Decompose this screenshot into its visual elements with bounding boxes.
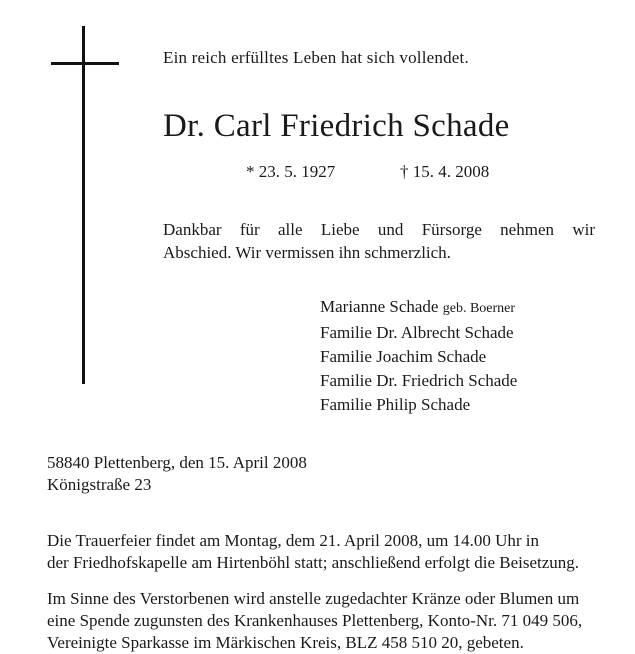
widow-maiden-name: geb. Boerner: [442, 301, 516, 316]
cross-vertical-bar: [82, 26, 85, 384]
donation-paragraph: [47, 588, 595, 654]
donation-line: Im Sinne des Verstorbenen wird anstelle zugedachter Kränze oder Blumen um: [47, 589, 580, 608]
deceased-name: Dr. Carl Friedrich Schade: [163, 108, 510, 144]
widow-name: Marianne Schade: [320, 297, 439, 316]
place-date-line: 58840 Plettenberg, den 15. April 2008: [47, 453, 307, 472]
funeral-line: Die Trauerfeier findet am Montag, dem 21. April 2008, um 14.00 Uhr in: [47, 531, 539, 550]
mourners-list: [320, 295, 517, 417]
death-date: † 15. 4. 2008: [400, 162, 490, 181]
motto-text: Ein reich erfülltes Leben hat sich vollendet.: [163, 48, 469, 67]
funeral-line: der Friedhofskapelle am Hirtenböhl statt; anschließend erfolgt die Beisetzung.: [47, 553, 580, 572]
thanks-line: Abschied. Wir vermissen ihn schmerzlich.: [163, 243, 451, 262]
donation-line: Vereinigte Sparkasse im Märkischen Kreis, BLZ 458 510 20, gebeten.: [47, 633, 524, 652]
mourner-family: Familie Dr. Friedrich Schade: [320, 371, 518, 390]
mourner-widow: [320, 295, 517, 321]
address-block: [47, 452, 307, 496]
mourner-family: Familie Joachim Schade: [320, 347, 487, 366]
thanks-line: Dankbar für alle Liebe und Fürsorge nehmen wir: [163, 220, 595, 239]
funeral-paragraph: [47, 530, 595, 574]
donation-line: eine Spende zugunsten des Krankenhauses Plettenberg, Konto-Nr. 71 049 506,: [47, 611, 583, 630]
thanks-paragraph: [163, 218, 595, 264]
street-line: Königstraße 23: [47, 475, 152, 494]
cross-horizontal-bar: [51, 62, 119, 65]
mourner-family: Familie Dr. Albrecht Schade: [320, 323, 514, 342]
birth-date: * 23. 5. 1927: [246, 162, 336, 181]
mourner-family: Familie Philip Schade: [320, 395, 471, 414]
